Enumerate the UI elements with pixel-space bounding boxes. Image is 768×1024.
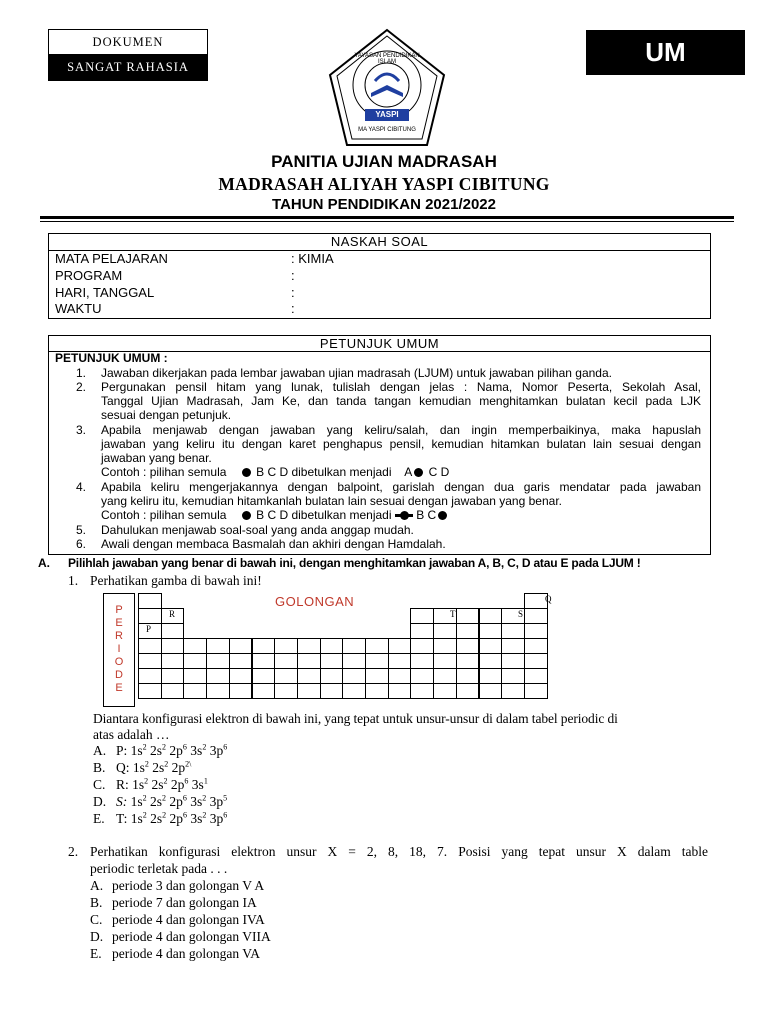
instruction-line: Pergunakan pensil hitam yang lunak, tulislah dengan jelas : Nama, Nomor Peserta, Sekolah Asal, bbox=[101, 380, 701, 394]
periodic-table-cell bbox=[138, 653, 162, 669]
option-configuration[interactable]: Q: $1s^2$ $2s^2$ $2p^{2\backslash}$ bbox=[116, 759, 192, 775]
instruction-number: 3. bbox=[76, 423, 87, 437]
instructions-subheading: PETUNJUK UMUM : bbox=[55, 351, 168, 365]
question-stem: periodic terletak pada . . . bbox=[90, 861, 228, 876]
periodic-table-cell bbox=[252, 668, 276, 684]
time-label: WAKTU bbox=[55, 301, 102, 316]
cell-label-q: Q bbox=[545, 594, 552, 604]
filled-bubble-icon bbox=[242, 468, 251, 477]
program-value: : bbox=[291, 268, 295, 283]
periodic-table-cell bbox=[410, 638, 434, 654]
struck-bubble-icon bbox=[395, 511, 413, 520]
example-original: B C D dibetulkan menjadi bbox=[256, 508, 392, 522]
instruction-line: yang keliru itu, kemudian hitamkanlah bulatan lain sesuai dengan jawaban yang benar. bbox=[101, 494, 562, 508]
periodic-table-cell bbox=[297, 683, 321, 699]
periodic-table-cell bbox=[479, 638, 503, 654]
instruction-line: Apabila keliru mengerjakannya dengan balpoint, garislah dengan dua garis mendatar pada jawaban bbox=[101, 480, 701, 494]
committee-title: PANITIA UJIAN MADRASAH bbox=[271, 152, 497, 171]
option-text[interactable]: periode 4 dan golongan VA bbox=[112, 946, 260, 961]
periodic-table-cell bbox=[252, 653, 276, 669]
periodic-table-cell bbox=[365, 683, 389, 699]
option-configuration[interactable]: P: $1s^2$ $2s^2$ $2p^6$ $3s^2$ $3p^6$ bbox=[116, 742, 228, 758]
option-configuration[interactable]: R: $1s^2$ $2s^2$ $2p^6$ $3s^1$ bbox=[116, 776, 208, 792]
option-text[interactable]: periode 4 dan golongan IVA bbox=[112, 912, 265, 927]
periodic-table-cell bbox=[410, 623, 434, 639]
option-text[interactable]: periode 7 dan golongan IA bbox=[112, 895, 257, 910]
periodic-table-cell bbox=[342, 683, 366, 699]
filled-bubble-icon bbox=[242, 511, 251, 520]
periodic-table-cell bbox=[410, 668, 434, 684]
periodic-table-cell bbox=[229, 638, 253, 654]
option-letter[interactable]: A. bbox=[90, 878, 104, 893]
periodic-table-cell bbox=[229, 653, 253, 669]
periodic-table-cell bbox=[524, 683, 548, 699]
cell-label-p: P bbox=[146, 624, 152, 634]
periodic-table-cell bbox=[433, 623, 457, 639]
header-rule-thin bbox=[40, 221, 734, 222]
option-letter[interactable]: E. bbox=[93, 811, 105, 826]
periodic-table-cell bbox=[342, 638, 366, 654]
logo-arc-text: YAYASAN PENDIDIKAN ISLAM bbox=[354, 53, 420, 65]
periodic-table-cell bbox=[456, 683, 480, 699]
periodic-table-cell bbox=[388, 683, 412, 699]
periodic-table-cell bbox=[274, 638, 298, 654]
periodic-table-cell bbox=[183, 653, 207, 669]
instruction-line: jawaban yang keliru itu dengan karet penghapus pensil, kemudian hitamkan bulatan lain sesuai dengan bbox=[101, 437, 701, 451]
periodic-table-cell bbox=[365, 653, 389, 669]
periodic-table-cell bbox=[320, 683, 344, 699]
example-options-cd: C D bbox=[428, 465, 450, 479]
option-letter[interactable]: A. bbox=[93, 743, 107, 758]
periodic-table-cell bbox=[433, 653, 457, 669]
periodic-table-cell bbox=[388, 668, 412, 684]
periodic-table-cell bbox=[479, 653, 503, 669]
option-text[interactable]: periode 4 dan golongan VIIA bbox=[112, 929, 271, 944]
instruction-line: sesuai dengan petunjuk. bbox=[101, 408, 232, 422]
periodic-table-cell bbox=[274, 683, 298, 699]
instruction-number: 6. bbox=[76, 537, 87, 551]
periodic-table-cell bbox=[433, 683, 457, 699]
periodic-table-cell bbox=[433, 668, 457, 684]
header-rule bbox=[40, 216, 734, 219]
exam-info-heading: NASKAH SOAL bbox=[49, 234, 710, 251]
periodic-table-cell bbox=[297, 653, 321, 669]
question-number: 2. bbox=[68, 844, 79, 859]
periodic-table-cell bbox=[456, 608, 480, 624]
periodic-table-cell bbox=[524, 653, 548, 669]
instruction-line: Jawaban dikerjakan pada lembar jawaban ujian madrasah (LJUM) untuk jawaban pilihan ganda. bbox=[101, 366, 612, 380]
periodic-table-cell bbox=[501, 668, 525, 684]
instructions-heading: PETUNJUK UMUM bbox=[49, 336, 710, 352]
periodic-table-cell bbox=[501, 653, 525, 669]
periodic-table-cell bbox=[501, 683, 525, 699]
confidential-label: SANGAT RAHASIA bbox=[49, 54, 207, 80]
question-stem: Perhatikan konfigurasi elektron unsur X = 2, 8, 18, 7. Posisi yang tepat unsur X dalam table bbox=[90, 844, 708, 859]
instruction-line: Tanggal Ujian Madrasah, Jam Ke, dan tanda tangan kemudian menghitamkan bulatan kecil pada LJK bbox=[101, 394, 701, 408]
periodic-table-cell bbox=[388, 638, 412, 654]
option-letter[interactable]: B. bbox=[93, 760, 106, 775]
periodic-table-cell bbox=[252, 638, 276, 654]
periodic-table-cell bbox=[206, 638, 230, 654]
periodic-table-cell bbox=[365, 638, 389, 654]
section-letter: A. bbox=[38, 556, 50, 570]
option-text[interactable]: periode 3 dan golongan V A bbox=[112, 878, 265, 893]
option-letter[interactable]: D. bbox=[90, 929, 104, 944]
exam-code-badge: UM bbox=[586, 30, 745, 75]
logo-caption: MA YASPI CIBITUNG bbox=[358, 127, 416, 133]
school-logo bbox=[327, 27, 447, 149]
periode-letter: I bbox=[117, 643, 121, 655]
periodic-table-cell bbox=[229, 683, 253, 699]
periodic-table-cell bbox=[138, 683, 162, 699]
periode-letter: E bbox=[115, 682, 123, 694]
periodic-table-cell bbox=[161, 623, 185, 639]
logo-badge: YASPI bbox=[375, 110, 399, 119]
question-stem: atas adalah … bbox=[93, 727, 170, 742]
periodic-table-cell bbox=[388, 653, 412, 669]
subject-value: : KIMIA bbox=[291, 251, 334, 266]
periodic-table-cell bbox=[456, 638, 480, 654]
question-stem: Diantara konfigurasi elektron di bawah ini, yang tepat untuk unsur-unsur di dalam tabel periodic di bbox=[93, 711, 618, 726]
cell-label-t: T bbox=[450, 609, 456, 619]
doc-label: DOKUMEN bbox=[92, 35, 164, 49]
example-option-a: A bbox=[404, 465, 413, 479]
instruction-number: 1. bbox=[76, 366, 87, 380]
example-correction-2 bbox=[101, 508, 701, 522]
periodic-table-cell bbox=[524, 623, 548, 639]
periodic-table-cell bbox=[274, 653, 298, 669]
periodic-table-cell bbox=[524, 638, 548, 654]
date-value: : bbox=[291, 285, 295, 300]
program-label: PROGRAM bbox=[55, 268, 123, 283]
periodic-table-cell bbox=[297, 638, 321, 654]
option-configuration[interactable]: T: $1s^2$ $2s^2$ $2p^6$ $3s^2$ $3p^6$ bbox=[116, 810, 228, 826]
periodic-table-cell bbox=[456, 653, 480, 669]
periodic-table-cell bbox=[138, 638, 162, 654]
option-letter[interactable]: B. bbox=[90, 895, 103, 910]
periodic-table-cell bbox=[320, 638, 344, 654]
periodic-table-cell bbox=[320, 668, 344, 684]
instruction-line: jawaban yang benar. bbox=[101, 451, 212, 465]
periodic-table-cell bbox=[138, 608, 162, 624]
question-number: 1. bbox=[68, 573, 79, 588]
option-letter[interactable]: E. bbox=[90, 946, 102, 961]
periodic-table-cell bbox=[320, 653, 344, 669]
subject-label: MATA PELAJARAN bbox=[55, 251, 168, 266]
periode-label-box bbox=[103, 593, 135, 707]
periodic-table-cell bbox=[161, 653, 185, 669]
instruction-number: 5. bbox=[76, 523, 87, 537]
example-correction-1 bbox=[101, 465, 701, 479]
periodic-table-cell bbox=[433, 638, 457, 654]
example-prefix: Contoh : pilihan semula bbox=[101, 508, 227, 522]
periodic-table-cell bbox=[524, 608, 548, 624]
golongan-label: GOLONGAN bbox=[275, 594, 355, 609]
periodic-table-cell bbox=[456, 668, 480, 684]
option-configuration[interactable]: S: $1s^2$ $2s^2$ $2p^6$ $3s^2$ $3p^5$ bbox=[116, 793, 228, 809]
periodic-table-cell bbox=[342, 653, 366, 669]
periodic-table-cell bbox=[161, 668, 185, 684]
question-prompt: Perhatikan gamba di bawah ini! bbox=[90, 573, 262, 588]
periodic-table-cell bbox=[410, 608, 434, 624]
periodic-table-cell bbox=[479, 668, 503, 684]
periodic-table-cell bbox=[524, 668, 548, 684]
section-instruction: Pilihlah jawaban yang benar di bawah ini, dengan menghitamkan jawaban A, B, C, D atau E pada LJUM ! bbox=[68, 556, 641, 570]
periodic-table-cell bbox=[206, 653, 230, 669]
periodic-table-cell bbox=[229, 668, 253, 684]
periodic-table-cell bbox=[501, 623, 525, 639]
academic-year: TAHUN PENDIDIKAN 2021/2022 bbox=[272, 196, 496, 213]
document-classification-box bbox=[48, 29, 208, 81]
periodic-table-cell bbox=[183, 683, 207, 699]
periodic-table-cell bbox=[410, 653, 434, 669]
periode-letter: D bbox=[115, 669, 123, 681]
example-prefix: Contoh : pilihan semula bbox=[101, 465, 227, 479]
instruction-number: 4. bbox=[76, 480, 87, 494]
cell-label-r: R bbox=[169, 609, 176, 619]
date-label: HARI, TANGGAL bbox=[55, 285, 155, 300]
filled-bubble-icon bbox=[438, 511, 447, 520]
periodic-table-cell bbox=[161, 683, 185, 699]
periodic-table-cell bbox=[206, 683, 230, 699]
periodic-table-cell bbox=[252, 683, 276, 699]
periodic-table-cell bbox=[161, 638, 185, 654]
periodic-table-cell bbox=[479, 608, 503, 624]
periode-letter: E bbox=[115, 617, 123, 629]
periodic-table-cell bbox=[479, 683, 503, 699]
instruction-line: Dahulukan menjawab soal-soal yang anda anggap mudah. bbox=[101, 523, 414, 537]
option-letter[interactable]: C. bbox=[90, 912, 103, 927]
example-options-bc: B C bbox=[416, 508, 437, 522]
periodic-table-cell bbox=[479, 623, 503, 639]
periode-letter: O bbox=[114, 656, 124, 668]
periodic-table-cell bbox=[501, 638, 525, 654]
option-letter[interactable]: D. bbox=[93, 794, 107, 809]
instruction-number: 2. bbox=[76, 380, 87, 394]
periodic-table-cell bbox=[138, 668, 162, 684]
example-original: B C D dibetulkan menjadi bbox=[256, 465, 392, 479]
periode-letter: R bbox=[115, 630, 123, 642]
periodic-table-cell bbox=[342, 668, 366, 684]
exam-info-box bbox=[48, 233, 711, 319]
option-letter[interactable]: C. bbox=[93, 777, 106, 792]
periodic-table-cell bbox=[183, 668, 207, 684]
instruction-line: Apabila menjawab dengan jawaban yang keliru/salah, dan ingin memperbaikinya, maka hapuslah bbox=[101, 423, 701, 437]
instruction-line: Awali dengan membaca Basmalah dan akhiri dengan Hamdalah. bbox=[101, 537, 446, 551]
periodic-table-cell bbox=[183, 638, 207, 654]
periodic-table-cell bbox=[456, 623, 480, 639]
periodic-table-cell bbox=[274, 668, 298, 684]
periodic-table-cell bbox=[138, 593, 162, 609]
school-name: MADRASAH ALIYAH YASPI CIBITUNG bbox=[218, 174, 550, 194]
periodic-table-cell bbox=[365, 668, 389, 684]
periodic-table-cell bbox=[410, 683, 434, 699]
periode-letter: P bbox=[115, 604, 123, 616]
periodic-table-cell bbox=[297, 668, 321, 684]
filled-bubble-icon bbox=[414, 468, 423, 477]
instructions-box bbox=[48, 335, 711, 555]
cell-label-s: S bbox=[518, 609, 524, 619]
periodic-table-cell bbox=[206, 668, 230, 684]
time-value: : bbox=[291, 301, 295, 316]
